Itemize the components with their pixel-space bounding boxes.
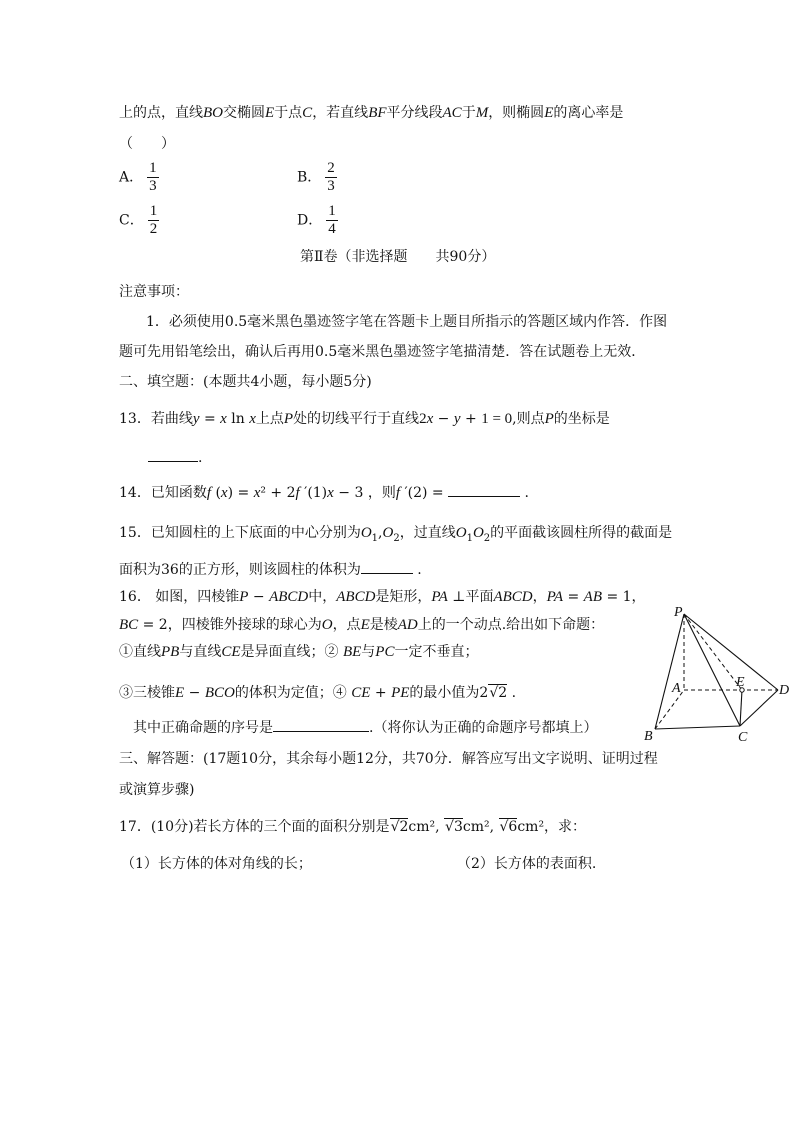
label-p: P [674, 605, 683, 620]
edge-cd [740, 690, 778, 726]
question-13: 13．若曲线y = x ln x上点P处的切线平行于直线2x − y + 1 = 0,则点P的坐标是 [119, 411, 610, 427]
question-16-line-1: 16． 如图，四棱锥P − ABCD中，ABCD是矩形，PA ⊥平面ABCD，PA = AB = 1， [119, 589, 646, 605]
section-3-line-1: 三、解答题：(17题10分，其余每小题12分，共70分．解答应写出文字说明、证明过程 [119, 751, 658, 767]
edge-pb [655, 614, 684, 729]
notice-line-1: 1．必须使用0.5毫米黑色墨迹签字笔在答题卡上题目所指示的答题区域内作答．作图 [146, 314, 668, 330]
label-e: E [736, 675, 745, 690]
choice-c: C． $\frac{1}{2}$ [119, 203, 158, 237]
edge-pd [684, 614, 778, 690]
label-c: C [738, 730, 748, 744]
question-16-line-2: BC = 2，四棱锥外接球的球心为O，点E是棱AD上的一个动点.给出如下命题： [119, 617, 605, 633]
choice-a: A． $\frac{1}{3}$ [119, 160, 157, 194]
question-14: 14．已知函数f (x) = x² + 2f ′(1)x − 3 ，则f ′(2) = . [119, 482, 529, 503]
edge-pc [684, 614, 740, 726]
question-16-line-3: ①直线PB与直线CE是异面直线；② BE与PC一定不垂直； [119, 644, 479, 660]
section-3-line-2: 或演算步骤) [119, 782, 195, 798]
choice-b: B． $\frac{2}{3}$ [297, 160, 335, 194]
part-2-heading: 第Ⅱ卷（非选择题 共90分） [300, 249, 496, 265]
label-b: B [644, 729, 653, 744]
choice-d: D． $\frac{1}{4}$ [297, 203, 336, 237]
question-15-line-2: 面积为36的正方形，则该圆柱的体积为 . [119, 559, 422, 580]
edge-bc [655, 726, 740, 729]
question-13-blank: . [148, 447, 202, 468]
answer-paren: （ ） [119, 136, 175, 152]
notice-line-2: 题可先用铅笔绘出，确认后再用0.5毫米黑色墨迹签字笔描清楚．答在试题卷上无效． [119, 344, 646, 360]
label-d: D [779, 683, 790, 698]
question-17: 17．(10分)若长方体的三个面的面积分别是√2cm², √3cm², √6cm²，求： [119, 819, 587, 835]
question-15-line-1: 15．已知圆柱的上下底面的中心分别为$O_1,O_2$，过直线$O_1O_2$的平面截该圆柱所得的截面是 [119, 525, 673, 544]
label-a: A [672, 681, 681, 696]
notice-title: 注意事项： [119, 284, 189, 300]
question-16-line-5: 其中正确命题的序号是 .（将你认为正确的命题序号都填上） [133, 717, 597, 738]
question-16-line-4: ③三棱锥E − BCO的体积为定值；④ CE + PE的最小值为2√2 . [119, 685, 517, 701]
question-17-part-1: （1）长方体的体对角线的长； [121, 856, 312, 872]
question-17-part-2: （2）长方体的表面积. [457, 856, 597, 872]
pyramid-figure [640, 604, 790, 744]
section-2-heading: 二、填空题：(本题共4小题，每小题5分) [119, 374, 372, 390]
edge-ce [740, 690, 742, 726]
question-12-tail: 上的点，直线BO交椭圆E于点C，若直线BF平分线段AC于M，则椭圆E的离心率是 [119, 105, 624, 121]
edge-pe-hidden [684, 614, 742, 690]
